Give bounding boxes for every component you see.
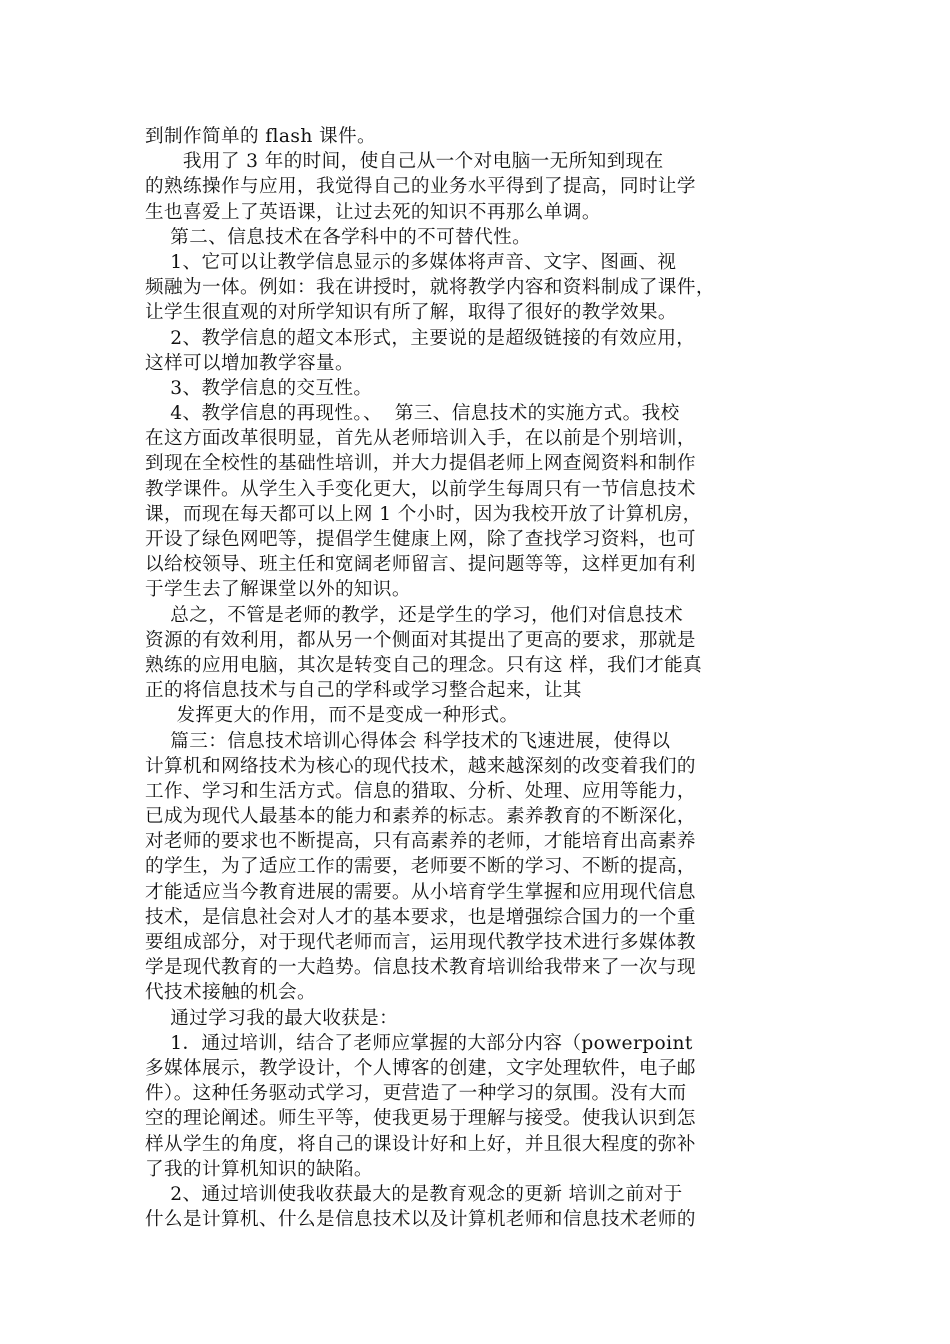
text-line: 第二、信息技术在各学科中的不可替代性。 — [145, 226, 532, 248]
text-line: 工作、学习和生活方式。信息的猎取、分析、处理、应用等能力， — [145, 780, 696, 802]
text-line: 4、教学信息的再现性。、 第三、信息技术的实施方式。我校 — [145, 403, 680, 425]
text-line: 2、通过培训使我收获最大的是教育观念的更新 培训之前对于 — [145, 1183, 683, 1205]
text-line: 课，而现在每天都可以上网 1 个小时，因为我校开放了计算机房， — [145, 503, 702, 525]
text-line: 什么是计算机、什么是信息技术以及计算机老师和信息技术老师的 — [145, 1209, 696, 1231]
text-line: 技术，是信息社会对人才的基本要求，也是增强综合国力的一个重 — [145, 906, 696, 928]
text-line: 以给校领导、班主任和宽阔老师留言、提问题等等，这样更加有利 — [145, 554, 696, 576]
text-line: 样从学生的角度，将自己的课设计好和上好，并且很大程度的弥补 — [145, 1133, 696, 1155]
text-line: 频融为一体。例如：我在讲授时，就将教学内容和资料制成了课件， — [145, 277, 715, 299]
text-line: 了我的计算机知识的缺陷。 — [145, 1158, 373, 1180]
text-line: 2、教学信息的超文本形式，主要说的是超级链接的有效应用， — [145, 327, 696, 349]
text-line: 让学生很直观的对所学知识有所了解，取得了很好的教学效果。 — [145, 302, 677, 324]
text-line: 的熟练操作与应用，我觉得自己的业务水平得到了提高，同时让学 — [145, 176, 696, 198]
text-line: 1、它可以让教学信息显示的多媒体将声音、文字、图画、视 — [145, 251, 677, 273]
text-line: 我用了 3 年的时间，使自己从一个对电脑一无所知到现在 — [145, 151, 664, 173]
text-line: 开设了绿色网吧等，提倡学生健康上网，除了查找学习资料，也可 — [145, 529, 696, 550]
text-line: 的学生，为了适应工作的需要，老师要不断的学习、不断的提高， — [145, 856, 696, 878]
text-line: 空的理论阐述。师生平等，使我更易于理解与接受。使我认识到怎 — [145, 1108, 696, 1130]
text-line: 到制作简单的 flash 课件。 — [145, 126, 376, 147]
text-line: 1．通过培训，结合了老师应掌握的大部分内容（powerpoint — [145, 1032, 693, 1054]
text-line: 3、教学信息的交互性。 — [145, 377, 373, 399]
text-line: 这样可以增加教学容量。 — [145, 352, 354, 374]
text-line: 计算机和网络技术为核心的现代技术，越来越深刻的改变着我们的 — [145, 755, 696, 777]
text-line: 才能适应当今教育进展的需要。从小培育学生掌握和应用现代信息 — [145, 881, 696, 903]
text-line: 在这方面改革很明显，首先从老师培训入手，在以前是个别培训， — [145, 428, 696, 450]
text-line: 代技术接触的机会。 — [145, 982, 316, 1004]
text-line: 通过学习我的最大收获是： — [145, 1007, 399, 1029]
text-line: 教学课件。从学生入手变化更大，以前学生每周只有一节信息技术 — [145, 478, 696, 500]
text-line: 到现在全校性的基础性培训，并大力提倡老师上网查阅资料和制作 — [145, 453, 696, 475]
text-line: 学是现代教育的一大趋势。信息技术教育培训给我带来了一次与现 — [145, 957, 696, 979]
text-line: 对老师的要求也不断提高，只有高素养的老师，才能培育出高素养 — [145, 831, 696, 853]
text-line: 生也喜爱上了英语课，让过去死的知识不再那么单调。 — [145, 201, 601, 223]
text-line: 件）。这种任务驱动式学习，更营造了一种学习的氛围。没有大而 — [145, 1083, 687, 1105]
text-line: 于学生去了解课堂以外的知识。 — [145, 579, 411, 601]
text-line: 总之，不管是老师的教学，还是学生的学习，他们对信息技术 — [145, 604, 684, 626]
text-line: 多媒体展示，教学设计，个人博客的创建，文字处理软件，电子邮 — [145, 1057, 696, 1079]
document-page — [145, 124, 810, 1232]
text-line: 要组成部分，对于现代老师而言，运用现代教学技术进行多媒体教 — [145, 932, 696, 953]
text-line: 发挥更大的作用，而不是变成一种形式。 — [145, 705, 519, 727]
text-line: 已成为现代人最基本的能力和素养的标志。素养教育的不断深化， — [145, 806, 696, 828]
text-line: 熟练的应用电脑，其次是转变自己的理念。只有这 样，我们才能真 — [145, 654, 703, 676]
text-line: 资源的有效利用，都从另一个侧面对其提出了更高的要求，那就是 — [145, 629, 696, 651]
text-line: 篇三：信息技术培训心得体会 科学技术的飞速进展，使得以 — [145, 730, 671, 752]
text-line: 正的将信息技术与自己的学科或学习整合起来，让其 — [145, 680, 582, 702]
